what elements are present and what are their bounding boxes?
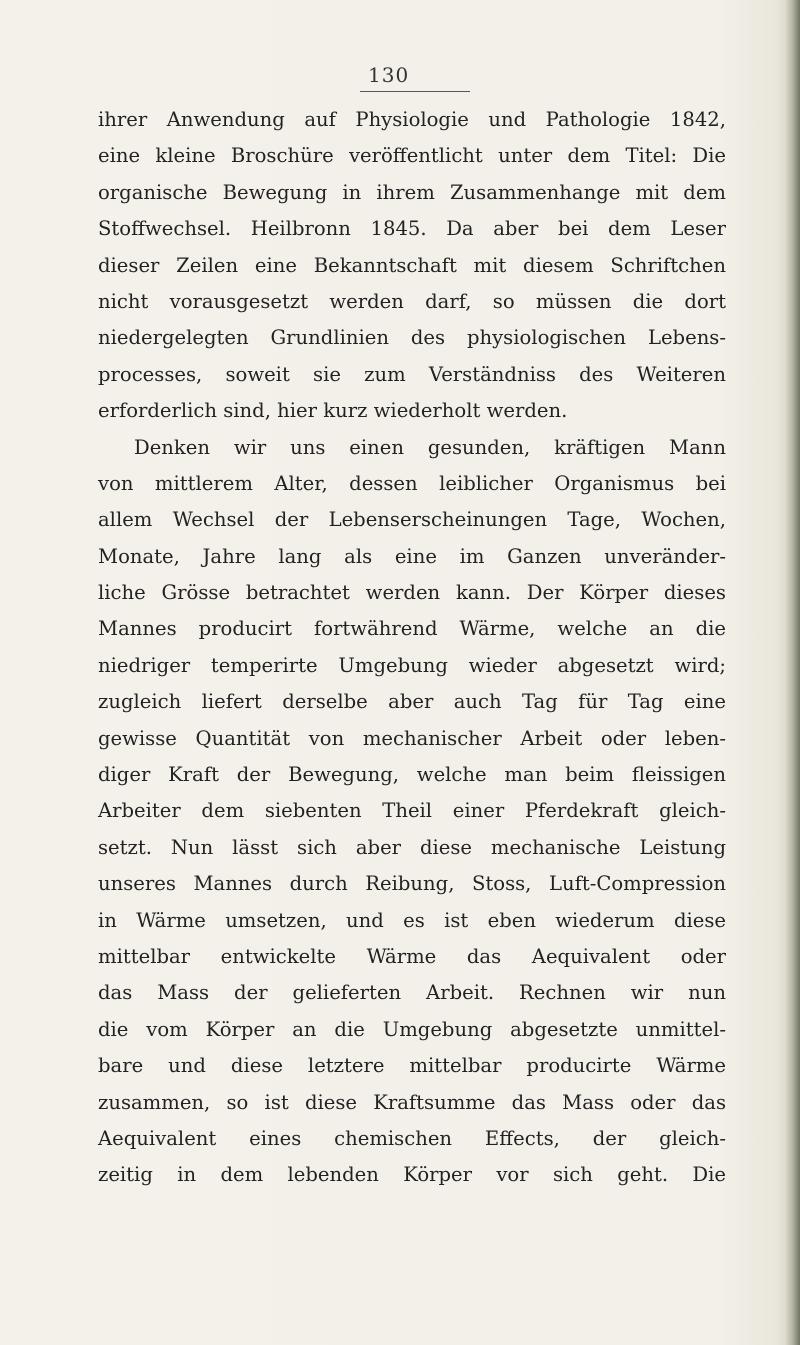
- text-line: das Mass der gelieferten Arbeit. Rechnen wir nun: [98, 981, 726, 1005]
- book-spine-edge: [784, 0, 800, 1345]
- text-line: Arbeiter dem siebenten Theil einer Pferdekraft gleich-: [98, 799, 726, 823]
- text-line: ihrer Anwendung auf Physiologie und Pathologie 1842,: [98, 108, 726, 131]
- text-line: bare und diese letztere mittelbar producirte Wärme: [98, 1054, 726, 1078]
- text-line: setzt. Nun lässt sich aber diese mechanische Leistung: [98, 835, 726, 859]
- text-line: eine kleine Broschüre veröffentlicht unter dem Titel: Die: [98, 144, 726, 168]
- text-line: gewisse Quantität von mechanischer Arbeit oder leben-: [98, 726, 726, 750]
- text-line: zusammen, so ist diese Kraftsumme das Mass oder das: [98, 1090, 726, 1114]
- text-line: organische Bewegung in ihrem Zusammenhange mit dem: [98, 180, 726, 204]
- paragraph-end-line: erforderlich sind, hier kurz wiederholt werden.: [98, 399, 568, 423]
- text-line: mittelbar entwickelte Wärme das Aequivalent oder: [98, 944, 726, 968]
- text-line: diger Kraft der Bewegung, welche man beim fleissigen: [98, 763, 726, 787]
- text-line: dieser Zeilen eine Bekanntschaft mit diesem Schriftchen: [98, 253, 726, 277]
- body-text: [98, 102, 726, 1194]
- text-line: nicht vorausgesetzt werden darf, so müssen die dort: [98, 289, 726, 313]
- text-line: allem Wechsel der Lebenserscheinungen Tage, Wochen,: [98, 508, 726, 532]
- paragraph-start-line: Denken wir uns einen gesunden, kräftigen Mann: [134, 435, 726, 459]
- text-line: Mannes producirt fortwährend Wärme, welche an die: [98, 617, 726, 641]
- text-line: liche Grösse betrachtet werden kann. Der Körper dieses: [98, 581, 726, 605]
- page-number: 130: [360, 63, 470, 92]
- text-line: niedriger temperirte Umgebung wieder abgesetzt wird;: [98, 653, 726, 677]
- text-line: zugleich liefert derselbe aber auch Tag für Tag eine: [98, 690, 726, 714]
- text-line: zeitig in dem lebenden Körper vor sich geht. Die: [98, 1163, 726, 1187]
- text-line: processes, soweit sie zum Verständniss des Weiteren: [98, 362, 726, 386]
- text-line: von mittlerem Alter, dessen leiblicher Organismus bei: [98, 471, 726, 495]
- text-line: Aequivalent eines chemischen Effects, der gleich-: [98, 1126, 726, 1150]
- text-line: Monate, Jahre lang als eine im Ganzen unveränder-: [98, 544, 726, 568]
- text-line: die vom Körper an die Umgebung abgesetzte unmittel-: [98, 1017, 726, 1041]
- text-line: unseres Mannes durch Reibung, Stoss, Luft-Compression: [98, 872, 726, 896]
- text-line: Stoffwechsel. Heilbronn 1845. Da aber bei dem Leser: [98, 217, 726, 241]
- text-line: niedergelegten Grundlinien des physiologischen Lebens-: [98, 326, 726, 350]
- text-line: in Wärme umsetzen, und es ist eben wiederum diese: [98, 908, 726, 932]
